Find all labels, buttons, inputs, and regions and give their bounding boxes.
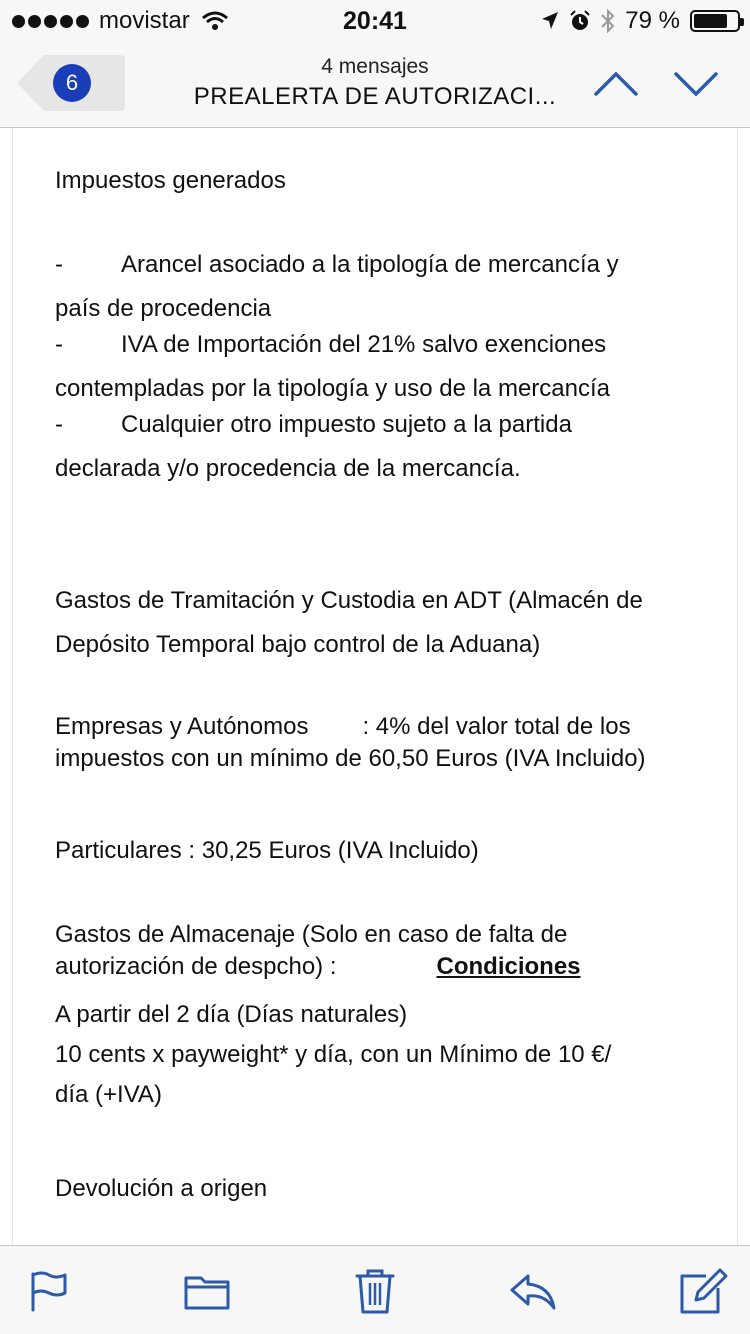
back-button[interactable]	[16, 54, 126, 112]
compose-icon	[678, 1266, 728, 1316]
handling-heading	[55, 579, 715, 667]
reply-button[interactable]	[508, 1266, 558, 1316]
next-message-icon[interactable]	[672, 62, 720, 106]
taxes-heading: Impuestos generados	[55, 167, 286, 194]
handling-heading-line: Gastos de Tramitación y Custodia en ADT (Almacén de	[55, 587, 643, 614]
delete-button[interactable]	[350, 1266, 400, 1316]
nav-title	[170, 54, 580, 114]
return-heading: Devolución a origen	[55, 1175, 268, 1202]
message-content[interactable]	[12, 129, 738, 1245]
storage-from: A partir del 2 día (Días naturales)	[55, 1001, 408, 1028]
storage-fee	[55, 919, 715, 983]
carrier-name: movistar	[99, 7, 190, 34]
thread-subject: PREALERTA DE AUTORIZACI...	[193, 83, 557, 110]
message-count: 4 mensajes	[321, 55, 429, 78]
bullet-dash: -	[55, 331, 63, 358]
flag-button[interactable]	[24, 1266, 74, 1316]
companies-label: Empresas y Autónomos	[55, 713, 309, 740]
bullet-dash: -	[55, 251, 63, 278]
folder-icon	[182, 1266, 232, 1316]
bottom-toolbar	[0, 1245, 750, 1334]
storage-line: autorización de despcho) :	[55, 953, 337, 980]
battery-fill	[694, 14, 727, 28]
storage-rate-line: día (+IVA)	[55, 1081, 162, 1108]
flag-icon	[24, 1266, 74, 1316]
tax-item-2	[55, 323, 715, 411]
status-bar	[0, 0, 750, 42]
tax-item-line: IVA de Importación del 21% salvo exenciones	[121, 331, 607, 358]
companies-line: impuestos con un mínimo de 60,50 Euros (IVA Incluido)	[55, 745, 646, 772]
reply-icon	[508, 1266, 558, 1316]
move-to-folder-button[interactable]	[182, 1266, 232, 1316]
companies-fee	[55, 711, 715, 775]
companies-value: : 4% del valor total de los	[362, 713, 631, 740]
battery-percent: 79 %	[625, 7, 680, 34]
storage-rate-line: 10 cents x payweight* y día, con un Mínimo de 10 €/	[55, 1041, 612, 1068]
alarm-icon	[569, 10, 591, 32]
location-icon	[541, 11, 559, 31]
nav-bar	[0, 42, 750, 128]
bluetooth-icon	[601, 9, 615, 33]
clock: 20:41	[343, 7, 407, 35]
storage-line: Gastos de Almacenaje (Solo en caso de falta de	[55, 921, 568, 948]
battery-icon	[690, 10, 740, 32]
tax-item-line: Cualquier otro impuesto sujeto a la partida	[121, 411, 572, 438]
tax-item-1	[55, 243, 715, 331]
handling-heading-line: Depósito Temporal bajo control de la Aduana)	[55, 631, 541, 658]
individuals-fee: Particulares : 30,25 Euros (IVA Incluido)	[55, 837, 479, 864]
tax-item-line: país de procedencia	[55, 295, 272, 322]
tax-item-3	[55, 403, 715, 491]
trash-icon	[350, 1266, 400, 1316]
unread-count-badge: 6	[53, 64, 91, 102]
tax-item-line: Arancel asociado a la tipología de mercancía y	[121, 251, 619, 278]
compose-button[interactable]	[678, 1266, 728, 1316]
previous-message-icon[interactable]	[592, 62, 640, 106]
storage-rate	[55, 995, 715, 1115]
status-right	[541, 6, 740, 36]
tax-item-line: declarada y/o procedencia de la mercancía.	[55, 455, 521, 482]
conditions-link[interactable]: Condiciones	[436, 953, 581, 980]
tax-item-line: contempladas por la tipología y uso de la mercancía	[55, 375, 610, 402]
bullet-dash: -	[55, 411, 63, 438]
